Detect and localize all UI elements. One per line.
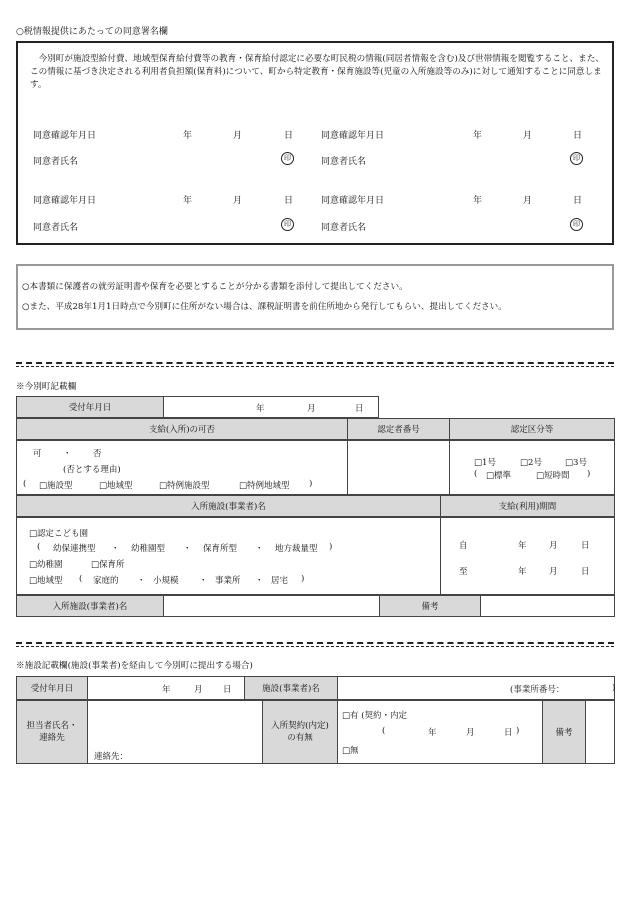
- note-line-1: ○本書類に保護者の就労証明書や保育を必要とすることが分かる書類を添付して提出してください。: [22, 282, 408, 292]
- date-label: 同意確認年月日: [321, 196, 385, 206]
- cut-line: [16, 362, 614, 364]
- period-cell[interactable]: 自 年 月 日 至 年 月 日: [441, 518, 615, 595]
- remarks-field[interactable]: [586, 701, 615, 764]
- received-date-label: 受付年月日: [17, 397, 164, 418]
- checkbox-special-facility[interactable]: □特例施設型: [159, 481, 210, 491]
- month-label: 月: [523, 196, 533, 206]
- facility-section-title: ※施設記載欄(施設(事業者)を経由して今別町に提出する場合): [16, 661, 253, 671]
- cert-class-cell[interactable]: □1号 □2号 □3号 ( □標準 □短時間 ): [450, 441, 615, 495]
- checkbox-short-time[interactable]: □短時間: [536, 471, 570, 481]
- cut-line: [16, 642, 614, 644]
- checkbox-class-3[interactable]: □3号: [565, 458, 587, 468]
- note-line-2: ○また、平成28年1月1日時点で今別町に住所がない場合は、課税証明書を前住所地から発行してもらい、提出してください。: [22, 302, 507, 312]
- received-date-table: [16, 396, 379, 418]
- period-header: 支給(利用)期間: [441, 496, 615, 517]
- date-label: 同意確認年月日: [33, 196, 97, 206]
- day-label: 日: [573, 131, 583, 141]
- eligibility-cell[interactable]: 可 ・ 否 (否とする理由) ( □施設型 □地域型 □特例施設型 □特例地域型 ): [17, 441, 348, 495]
- cert-number-cell[interactable]: [348, 441, 450, 495]
- remarks-label: 備考: [543, 701, 586, 764]
- checkbox-regional[interactable]: □地域型: [29, 576, 63, 586]
- day-label: 日: [573, 196, 583, 206]
- month-label: 月: [523, 131, 533, 141]
- date-label: 同意確認年月日: [33, 131, 97, 141]
- received-date-label: 受付年月日: [17, 677, 88, 700]
- contract-field[interactable]: □有 (契約・内定 ( 年 月 日 ) □無: [338, 701, 543, 764]
- checkbox-class-1[interactable]: □1号: [474, 458, 496, 468]
- checkbox-regional-type[interactable]: □地域型: [99, 481, 133, 491]
- cut-line-inner: [16, 646, 614, 647]
- consent-paragraph: 今別町が施設型給付費、地域型保育給付費等の教育・保育給付認定に必要な町民税の情報(同居者情報を含む)及び世帯情報を閲覧すること、また、この情報に基づき決定される利用者負担額(保育料)について、町から特定教育・保育施設等(児童の入所施設等のみ)に対して通知することに同意します。: [30, 54, 604, 90]
- year-label: 年: [183, 131, 193, 141]
- checkbox-kindergarten[interactable]: □幼稚園: [29, 560, 63, 570]
- received-date-field[interactable]: 年 月 日: [88, 677, 245, 700]
- seal-mark: 印: [281, 218, 294, 231]
- consent-heading: ○税情報提供にあたっての同意署名欄: [16, 27, 168, 37]
- eligibility-header: 支給(入所)の可否: [17, 419, 348, 440]
- seal-mark: 印: [281, 152, 294, 165]
- facility-name-label: 入所施設(事業者)名: [17, 596, 164, 617]
- facility-name-field[interactable]: (事業所番号： ): [338, 677, 615, 700]
- seal-mark: 印: [570, 218, 583, 231]
- cert-class-header: 認定区分等: [450, 419, 615, 440]
- facility-name-label: 施設(事業者)名: [245, 677, 338, 700]
- checkbox-contract-no[interactable]: □無: [342, 746, 359, 756]
- checkbox-special-regional[interactable]: □特例地域型: [239, 481, 290, 491]
- remarks-label: 備考: [380, 596, 481, 617]
- day-label: 日: [284, 131, 294, 141]
- day-label: 日: [284, 196, 294, 206]
- facility-header: 入所施設(事業者)名: [17, 496, 441, 517]
- checkbox-class-2[interactable]: □2号: [520, 458, 542, 468]
- facility-type-cell[interactable]: □認定こども園 ( 幼保連携型 ・ 幼稚園型 ・ 保育所型 ・ 地方裁量型 ) □幼稚園 □保育所 □地域型 ( 家庭的 ・ 小規模 ・ 事業所 ・ 居宅 ): [17, 518, 441, 595]
- name-label: 同意者氏名: [321, 223, 367, 233]
- contract-label: 入所契約(内定)の有無: [263, 701, 338, 764]
- year-label: 年: [183, 196, 193, 206]
- received-date-field[interactable]: 年 月 日: [164, 397, 379, 418]
- date-label: 同意確認年月日: [321, 131, 385, 141]
- seal-mark: 印: [570, 152, 583, 165]
- month-label: 月: [233, 196, 243, 206]
- year-label: 年: [473, 196, 483, 206]
- facility-name-field[interactable]: [164, 596, 380, 617]
- facility-header-table: [16, 676, 615, 700]
- name-label: 同意者氏名: [33, 157, 79, 167]
- staff-field[interactable]: 連絡先：: [88, 701, 263, 764]
- staff-label: 担当者氏名・連絡先: [17, 701, 88, 764]
- cert-number-header: 認定者番号: [348, 419, 450, 440]
- cut-line-inner: [16, 366, 614, 367]
- notes-box: [16, 264, 614, 330]
- checkbox-nursery[interactable]: □保育所: [91, 560, 125, 570]
- year-label: 年: [473, 131, 483, 141]
- checkbox-contract-yes[interactable]: □有 (契約・内定: [342, 711, 408, 721]
- facility-detail-table: [16, 700, 615, 764]
- checkbox-facility-type[interactable]: □施設型: [39, 481, 73, 491]
- checkbox-kodomoen[interactable]: □認定こども園: [29, 529, 89, 539]
- name-label: 同意者氏名: [321, 157, 367, 167]
- remarks-field[interactable]: [481, 596, 615, 617]
- town-section-title: ※今別町記載欄: [16, 382, 77, 392]
- month-label: 月: [233, 131, 243, 141]
- name-label: 同意者氏名: [33, 223, 79, 233]
- checkbox-standard[interactable]: □標準: [486, 471, 512, 481]
